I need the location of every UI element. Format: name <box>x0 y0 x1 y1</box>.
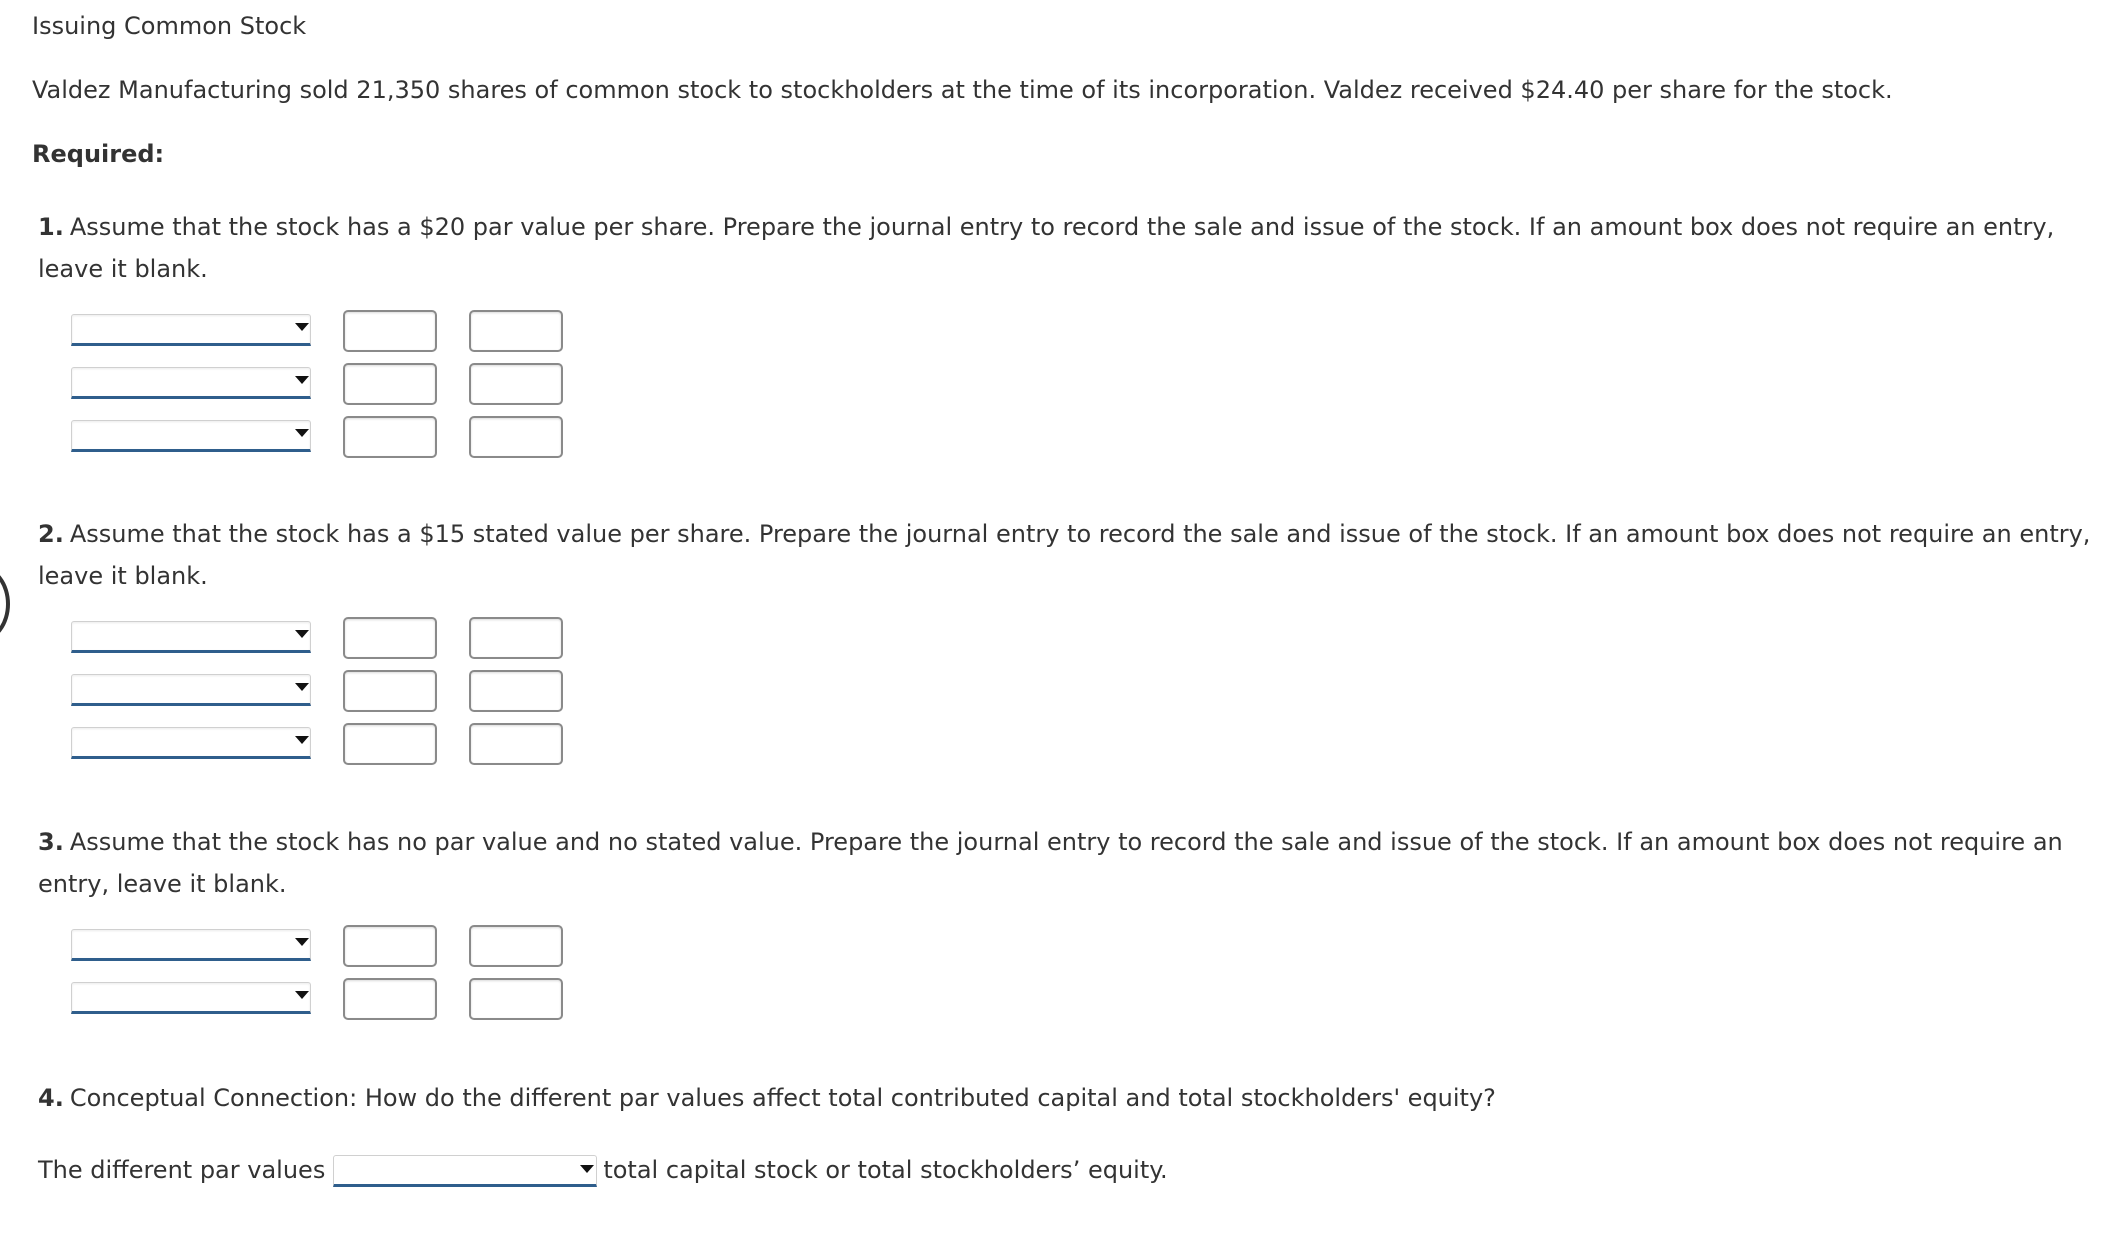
debit-amount-input[interactable] <box>343 416 437 458</box>
circle-control-icon[interactable] <box>0 566 10 642</box>
conceptual-suffix: total capital stock or total stockholders’ equity. <box>603 1156 1168 1184</box>
question-4 <box>38 1077 2103 1119</box>
problem-intro: Valdez Manufacturing sold 21,350 shares of common stock to stockholders at the time of its incorporation. Valdez received $24.40 per share for the stock. <box>32 76 1893 104</box>
question-text: Assume that the stock has a $15 stated value per share. Prepare the journal entry to record the sale and issue of the stock. If an amount box does not require an entry, leave it blank. <box>38 520 2091 590</box>
account-select[interactable] <box>71 982 311 1014</box>
credit-amount-input[interactable] <box>469 310 563 352</box>
chevron-down-icon[interactable] <box>295 376 309 384</box>
question-2 <box>38 513 2103 597</box>
question-3 <box>38 821 2103 905</box>
conceptual-answer-line <box>38 1150 1168 1190</box>
question-number: 1. <box>38 213 64 241</box>
account-select[interactable] <box>71 674 311 706</box>
question-number: 3. <box>38 828 64 856</box>
question-number: 4. <box>38 1084 64 1112</box>
chevron-down-icon[interactable] <box>580 1165 594 1173</box>
chevron-down-icon[interactable] <box>295 630 309 638</box>
debit-amount-input[interactable] <box>343 978 437 1020</box>
chevron-down-icon[interactable] <box>295 683 309 691</box>
question-1 <box>38 206 2103 290</box>
chevron-down-icon[interactable] <box>295 429 309 437</box>
credit-amount-input[interactable] <box>469 723 563 765</box>
debit-amount-input[interactable] <box>343 363 437 405</box>
account-select[interactable] <box>71 727 311 759</box>
debit-amount-input[interactable] <box>343 723 437 765</box>
question-text: Assume that the stock has no par value and no stated value. Prepare the journal entry to record the sale and issue of the stock. If an amount box does not require an entry, leave it blank. <box>38 828 2063 898</box>
chevron-down-icon[interactable] <box>295 736 309 744</box>
credit-amount-input[interactable] <box>469 978 563 1020</box>
conceptual-select[interactable] <box>333 1155 597 1187</box>
credit-amount-input[interactable] <box>469 416 563 458</box>
question-number: 2. <box>38 520 64 548</box>
credit-amount-input[interactable] <box>469 670 563 712</box>
debit-amount-input[interactable] <box>343 670 437 712</box>
chevron-down-icon[interactable] <box>295 938 309 946</box>
question-text: Conceptual Connection: How do the different par values affect total contributed capital and total stockholders' equity? <box>69 1084 1496 1112</box>
chevron-down-icon[interactable] <box>295 991 309 999</box>
debit-amount-input[interactable] <box>343 925 437 967</box>
required-label: Required: <box>32 140 165 168</box>
account-select[interactable] <box>71 367 311 399</box>
page-title: Issuing Common Stock <box>32 12 307 40</box>
chevron-down-icon[interactable] <box>295 323 309 331</box>
account-select[interactable] <box>71 929 311 961</box>
credit-amount-input[interactable] <box>469 925 563 967</box>
debit-amount-input[interactable] <box>343 310 437 352</box>
question-text: Assume that the stock has a $20 par value per share. Prepare the journal entry to record the sale and issue of the stock. If an amount box does not require an entry, leave it blank. <box>38 213 2055 283</box>
credit-amount-input[interactable] <box>469 363 563 405</box>
account-select[interactable] <box>71 420 311 452</box>
account-select[interactable] <box>71 621 311 653</box>
account-select[interactable] <box>71 314 311 346</box>
debit-amount-input[interactable] <box>343 617 437 659</box>
conceptual-prefix: The different par values <box>38 1156 326 1184</box>
credit-amount-input[interactable] <box>469 617 563 659</box>
